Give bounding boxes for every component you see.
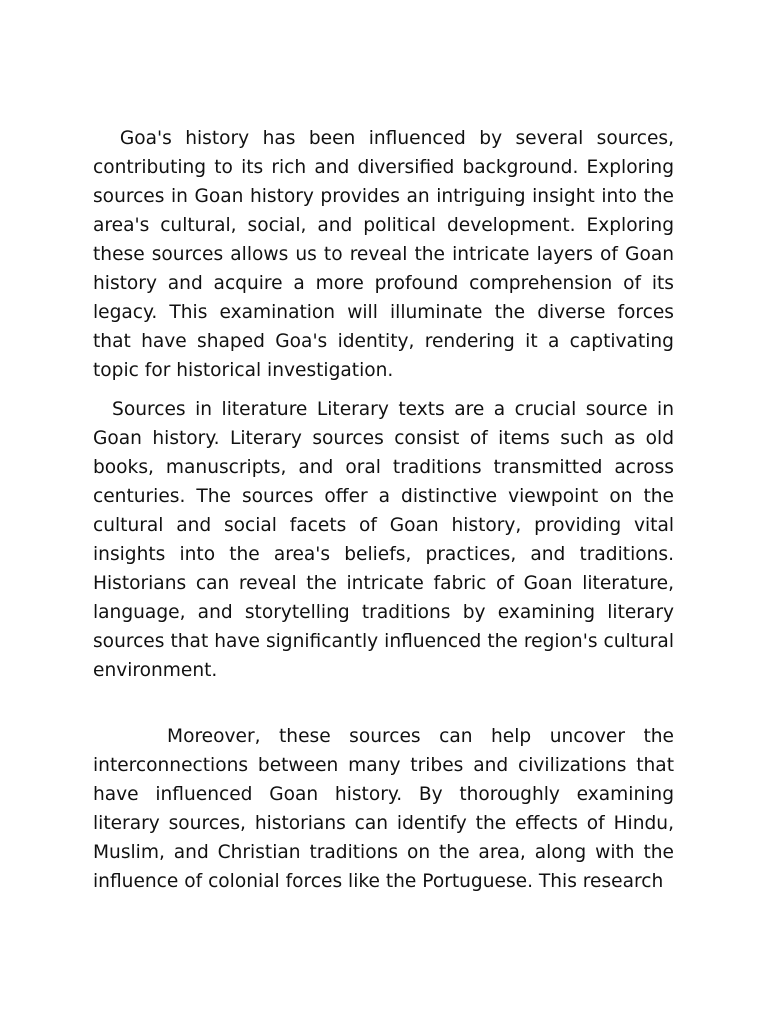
paragraph-literary-sources: Sources in literature Literary texts are a crucial source in Goan history. Literary sources consist of items such as old books, manuscripts, and oral traditions transmitted across centuries. The sources offer a distinctive viewpoint on the cultural and social facets of Goan history, providing vital insights into the area's beliefs, practices, and traditions. Historians can reveal the intricate fabric of Goan literature, language, and storytelling traditions by examining literary sources that have significantly influenced the region's cultural environment. — [93, 399, 680, 681]
paragraph-intro: Goa's history has been influenced by several sources, contributing to its rich and diversified background. Exploring sources in Goan history provides an intriguing insight into the area's cultural, social, and political development. Exploring these sources allows us to reveal the intricate layers of Goan history and acquire a more profound comprehension of its legacy. This examination will illuminate the diverse forces that have shaped Goa's identity, rendering it a captivating topic for historical investigation. — [93, 128, 680, 381]
paragraph-interconnections: Moreover, these sources can help uncover the interconnections between many tribes and civilizations that have influenced Goan history. By thoroughly examining literary sources, historians can identify the effects of Hindu, Muslim, and Christian traditions on the area, along with the influence of colonial forces like the Portuguese. This research — [93, 726, 680, 892]
document-page — [93, 124, 680, 896]
